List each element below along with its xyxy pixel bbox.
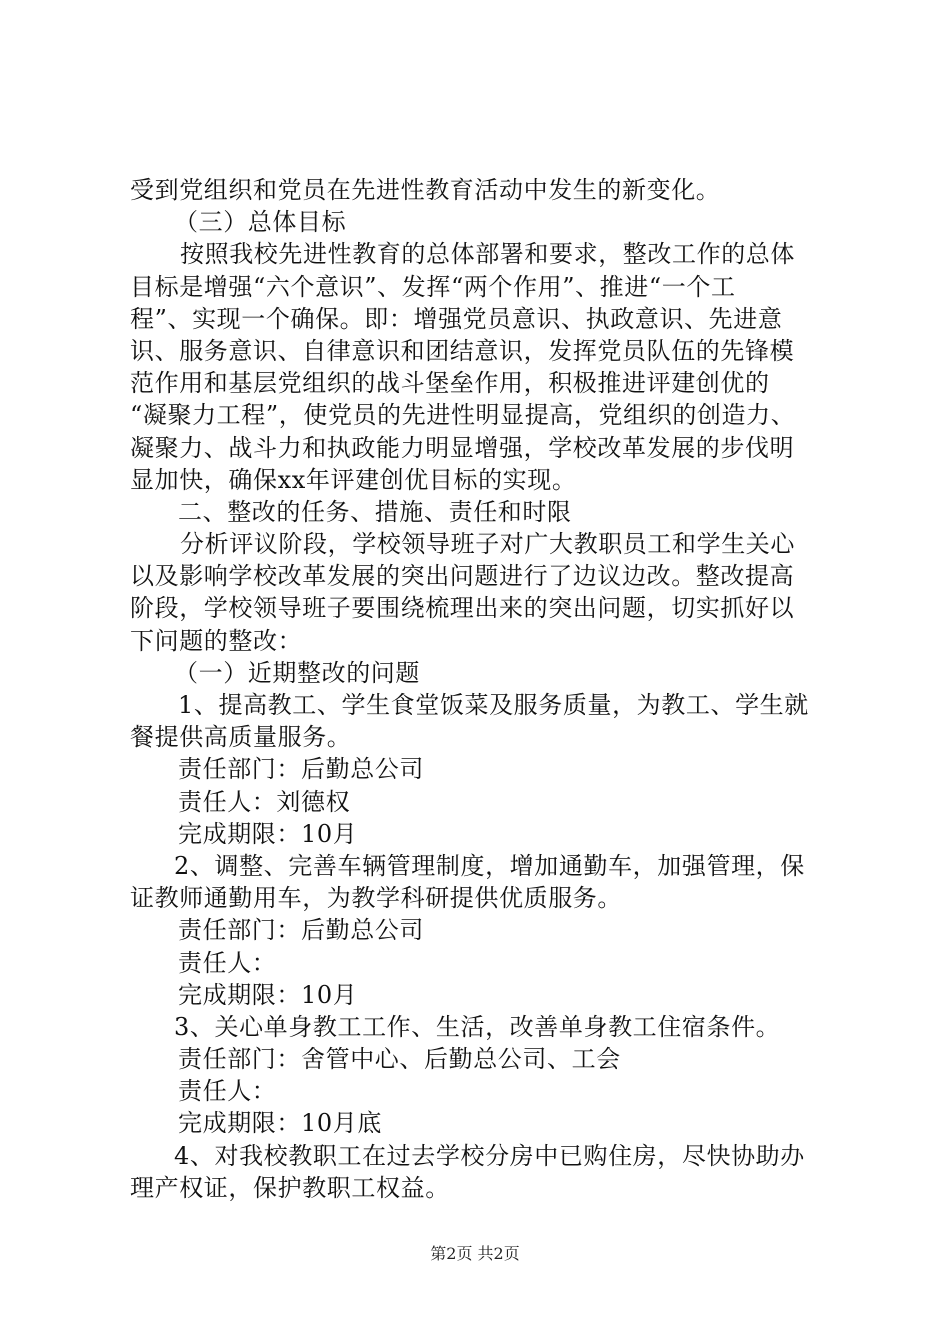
body-line: “凝聚力工程”，使党员的先进性明显提高，党组织的创造力、 bbox=[130, 401, 796, 430]
body-line: 责任人：刘德权 bbox=[178, 787, 351, 816]
body-line: （三）总体目标 bbox=[174, 208, 347, 237]
body-line: 凝聚力、战斗力和执政能力明显增强，学校改革发展的步伐明 bbox=[130, 433, 795, 462]
body-line: 责任人： bbox=[178, 948, 277, 977]
body-line: 以及影响学校改革发展的突出问题进行了边议边改。整改提高 bbox=[130, 562, 795, 591]
body-line: 完成期限：10月底 bbox=[178, 1109, 382, 1138]
document-body bbox=[130, 174, 830, 1204]
body-line: 责任部门：后勤总公司 bbox=[178, 916, 424, 945]
body-line: 阶段，学校领导班子要围绕梳理出来的突出问题，切实抓好以 bbox=[130, 594, 795, 623]
body-line: 按照我校先进性教育的总体部署和要求，整改工作的总体 bbox=[180, 240, 795, 269]
page-footer: 第2页 共2页 bbox=[430, 1244, 520, 1263]
body-line: 目标是增强“六个意识”、发挥“两个作用”、推进“一个工 bbox=[130, 272, 736, 301]
body-line: 受到党组织和党员在先进性教育活动中发生的新变化。 bbox=[130, 176, 721, 204]
body-line: 识、服务意识、自律意识和团结意识，发挥党员队伍的先锋模 bbox=[130, 336, 795, 365]
body-line: 分析评议阶段，学校领导班子对广大教职员工和学生关心 bbox=[180, 530, 795, 559]
body-line: 完成期限：10月 bbox=[178, 980, 358, 1009]
body-line: 4、对我校教职工在过去学校分房中已购住房，尽快协助办 bbox=[174, 1141, 805, 1170]
body-line: 责任部门：后勤总公司 bbox=[178, 755, 424, 784]
body-line: 程”、实现一个确保。即：增强党员意识、执政意识、先进意 bbox=[130, 304, 783, 333]
body-line: 证教师通勤用车，为教学科研提供优质服务。 bbox=[130, 884, 622, 913]
body-line: 范作用和基层党组织的战斗堡垒作用，积极推进评建创优的 bbox=[130, 369, 770, 398]
body-line: 责任部门：舍管中心、后勤总公司、工会 bbox=[178, 1045, 621, 1074]
body-line: 3、关心单身教工工作、生活，改善单身教工住宿条件。 bbox=[174, 1012, 781, 1041]
body-line: 理产权证，保护教职工权益。 bbox=[130, 1173, 450, 1202]
body-line: 餐提供高质量服务。 bbox=[130, 723, 352, 752]
body-line: 显加快，确保xx年评建创优目标的实现。 bbox=[130, 465, 577, 494]
body-line: （一）近期整改的问题 bbox=[174, 658, 420, 687]
body-line: 二、整改的任务、措施、责任和时限 bbox=[178, 497, 572, 526]
body-line: 下问题的整改： bbox=[130, 626, 303, 655]
body-line: 责任人： bbox=[178, 1077, 277, 1106]
body-line: 2、调整、完善车辆管理制度，增加通勤车，加强管理，保 bbox=[174, 851, 805, 880]
body-line: 完成期限：10月 bbox=[178, 819, 358, 848]
body-line: 1、提高教工、学生食堂饭菜及服务质量，为教工、学生就 bbox=[178, 691, 809, 719]
